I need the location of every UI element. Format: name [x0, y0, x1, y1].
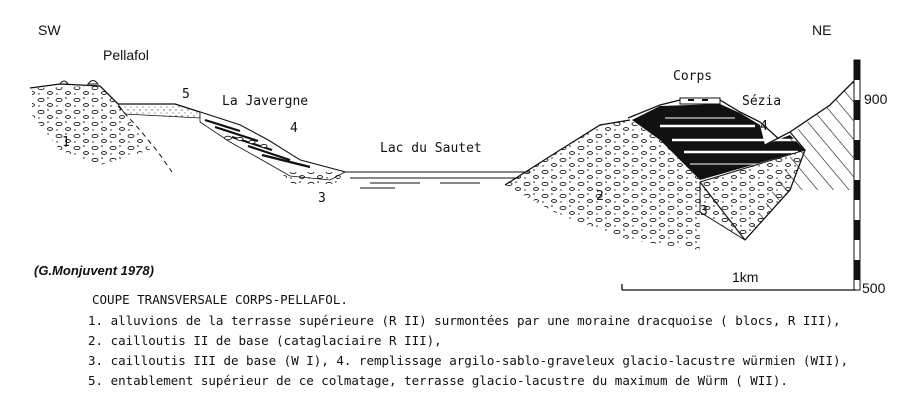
author-credit: (G.Monjuvent 1978)	[34, 263, 154, 278]
scale-top-label: 900	[864, 91, 888, 107]
caption-line-3: 3. cailloutis III de base (W I), 4. remplissage argilo-sablo-graveleux glacio-lacustre würmien (WII),	[88, 353, 849, 368]
place-javergne: La Javergne	[222, 94, 309, 109]
scale-bottom-label: 500	[862, 280, 886, 296]
unit-label-3-left: 3	[318, 191, 326, 206]
orientation-sw: SW	[38, 22, 61, 38]
caption-title: COUPE TRANSVERSALE CORPS-PELLAFOL.	[92, 292, 348, 307]
right-flank	[505, 80, 855, 250]
place-corps: Corps	[673, 69, 713, 84]
caption-line-1: 1. alluvions de la terrasse supérieure (R II) surmontées par une moraine dracquoise ( blocs, R III),	[88, 313, 841, 328]
unit-label-5: 5	[182, 87, 190, 102]
vertical-scale-bar	[854, 60, 860, 290]
unit-label-2: 2	[596, 189, 604, 204]
scale-horizontal-label: 1km	[732, 269, 759, 285]
caption-line-2: 2. cailloutis II de base (cataglaciaire R III),	[88, 333, 442, 348]
unit-label-3-right: 3	[700, 204, 708, 219]
place-sezia: Sézia	[742, 94, 782, 109]
orientation-ne: NE	[812, 22, 832, 38]
unit-label-1: 1	[62, 135, 70, 150]
lake-surface	[345, 172, 530, 188]
caption-line-4: 5. entablement supérieur de ce colmatage, terrasse glacio-lacustre du maximum de Würm ( WII).	[88, 373, 788, 388]
unit-label-4-right: 4	[760, 119, 768, 134]
unit-label-4-left: 4	[290, 121, 298, 136]
place-lac-du-sautet: Lac du Sautet	[380, 141, 482, 156]
place-pellafol: Pellafol	[103, 47, 149, 63]
